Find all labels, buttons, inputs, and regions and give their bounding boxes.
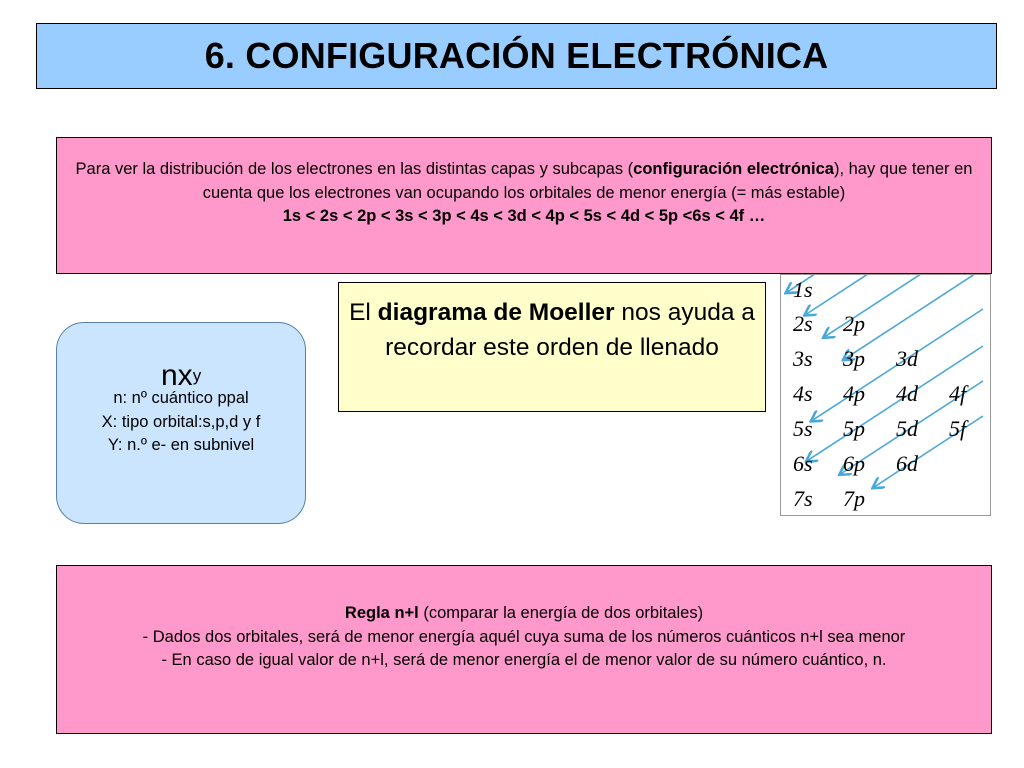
- notation-line-n: n: nº cuántico ppal: [113, 389, 249, 407]
- filling-order-text: 1s < 2s < 2p < 3s < 3p < 4s < 3d < 4p < 5s < 4d < 5p <6s < 4f …: [282, 207, 766, 225]
- orbital-6d: 6d: [896, 451, 918, 476]
- orbital-4f: 4f: [949, 381, 967, 406]
- orbital-6p: 6p: [843, 451, 865, 476]
- orbital-5d: 5d: [896, 416, 918, 441]
- intro-part1: Para ver la distribución de los electrones en las distintas capas y subcapas (: [75, 160, 634, 178]
- rule-box: [56, 565, 992, 734]
- moeller-pre: El: [349, 299, 378, 326]
- orbital-1s: 1s: [793, 277, 813, 302]
- orbital-5s: 5s: [793, 416, 813, 441]
- notation-legend: [57, 387, 305, 458]
- rule-title-bold: Regla n+l: [344, 604, 419, 622]
- orbital-4p: 4p: [843, 381, 865, 406]
- rule-line-1: - Dados dos orbitales, será de menor energía aquél cuya suma de los números cuánticos n+l sea menor: [142, 627, 906, 646]
- orbital-4d: 4d: [896, 381, 918, 406]
- orbital-3d: 3d: [896, 346, 918, 371]
- page-title: 6. CONFIGURACIÓN ELECTRÓNICA: [204, 35, 829, 76]
- intro-bold-term: configuración electrónica: [633, 160, 834, 178]
- filling-arrow-2: [806, 275, 874, 315]
- notation-sup: y: [192, 366, 202, 385]
- rule-title-rest: (comparar la energía de dos orbitales): [418, 604, 704, 622]
- orbital-2p: 2p: [843, 311, 865, 336]
- orbital-2s: 2s: [793, 311, 813, 336]
- notation-line-y: Y: n.º e- en subnivel: [107, 436, 255, 454]
- orbital-3p: 3p: [843, 346, 865, 371]
- orbital-7p: 7p: [843, 486, 865, 511]
- filling-arrow-8: [874, 416, 983, 487]
- orbital-3s: 3s: [793, 346, 813, 371]
- rule-line-2: - En caso de igual valor de n+l, será de menor energía el de menor valor de su número cuántico, n.: [161, 651, 887, 669]
- moeller-box: [338, 282, 766, 412]
- intro-text: [67, 158, 981, 205]
- orbital-7s: 7s: [793, 486, 813, 511]
- orbital-5p: 5p: [843, 416, 865, 441]
- filling-order: [67, 205, 981, 229]
- moeller-diagram: [780, 274, 991, 516]
- orbital-6s: 6s: [793, 451, 813, 476]
- notation-box: [56, 322, 306, 524]
- moeller-diagram-svg: [781, 275, 992, 517]
- filling-arrow-3: [824, 275, 927, 337]
- moeller-bold: diagrama de Moeller: [377, 299, 615, 326]
- title-banner: [36, 23, 997, 89]
- intro-box: [56, 137, 992, 274]
- orbital-5f: 5f: [949, 416, 967, 441]
- rule-title: [71, 602, 977, 626]
- notation-base: nx: [161, 359, 193, 392]
- orbital-4s: 4s: [793, 381, 813, 406]
- intro-part2: ), hay que tener en cuenta que los electrones van ocupando los orbitales de menor energía (= más estable): [202, 160, 973, 202]
- notation-line-x: X: tipo orbital:s,p,d y f: [101, 412, 261, 431]
- moeller-post: nos ayuda a recordar este orden de llenado: [385, 299, 755, 361]
